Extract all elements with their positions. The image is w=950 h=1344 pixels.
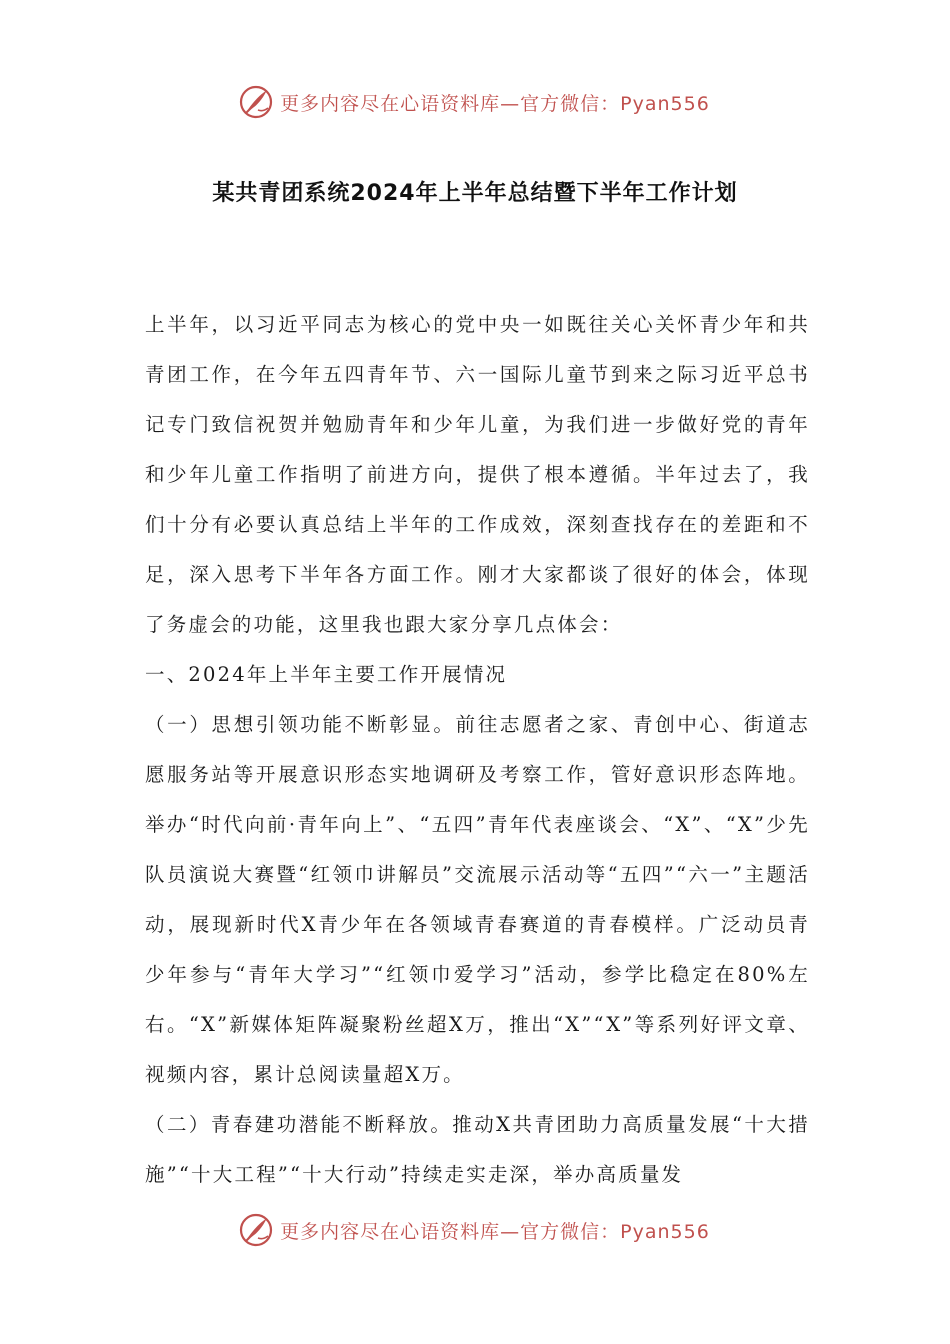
quill-logo-icon	[238, 1212, 274, 1248]
paragraph-section-1-2: （二）青春建功潜能不断释放。推动X共青团助力高质量发展“十大措施”“十大工程”“十大行动”持续走实走深，举办高质量发	[145, 1113, 810, 1186]
section-heading-1: 一、2024年上半年主要工作开展情况	[145, 663, 508, 686]
watermark-banner-top	[0, 80, 950, 124]
paragraph-section-1-1: （一）思想引领功能不断彰显。前往志愿者之家、青创中心、街道志愿服务站等开展意识形态实地调研及考察工作，管好意识形态阵地。举办“时代向前·青年向上”、“五四”青年代表座谈会、“X”、“X”少先队员演说大赛暨“红领巾讲解员”交流展示活动等“五四”“六一”主题活动，展现新时代X青少年在各领域青春赛道的青春模样。广泛动员青少年参与“青年大学习”“红领巾爱学习”活动，参学比稳定在80%左右。“X”新媒体矩阵凝聚粉丝超X万，推出“X”“X”等系列好评文章、视频内容，累计总阅读量超X万。	[145, 713, 810, 1086]
watermark-banner-bottom	[0, 1208, 950, 1252]
paragraph-intro: 上半年，以习近平同志为核心的党中央一如既往关心关怀青少年和共青团工作，在今年五四青年节、六一国际儿童节到来之际习近平总书记专门致信祝贺并勉励青年和少年儿童，为我们进一步做好党的青年和少年儿童工作指明了前进方向，提供了根本遵循。半年过去了，我们十分有必要认真总结上半年的工作成效，深刻查找存在的差距和不足，深入思考下半年各方面工作。刚才大家都谈了很好的体会，体现了务虚会的功能，这里我也跟大家分享几点体会：	[145, 313, 810, 636]
watermark-text: 更多内容尽在心语资料库—官方微信：Pyan556	[280, 92, 710, 115]
document-title: 某共青团系统2024年上半年总结暨下半年工作计划	[212, 181, 738, 206]
quill-logo-icon	[238, 84, 274, 120]
document-body	[145, 300, 810, 1200]
watermark-text: 更多内容尽在心语资料库—官方微信：Pyan556	[280, 1220, 710, 1243]
